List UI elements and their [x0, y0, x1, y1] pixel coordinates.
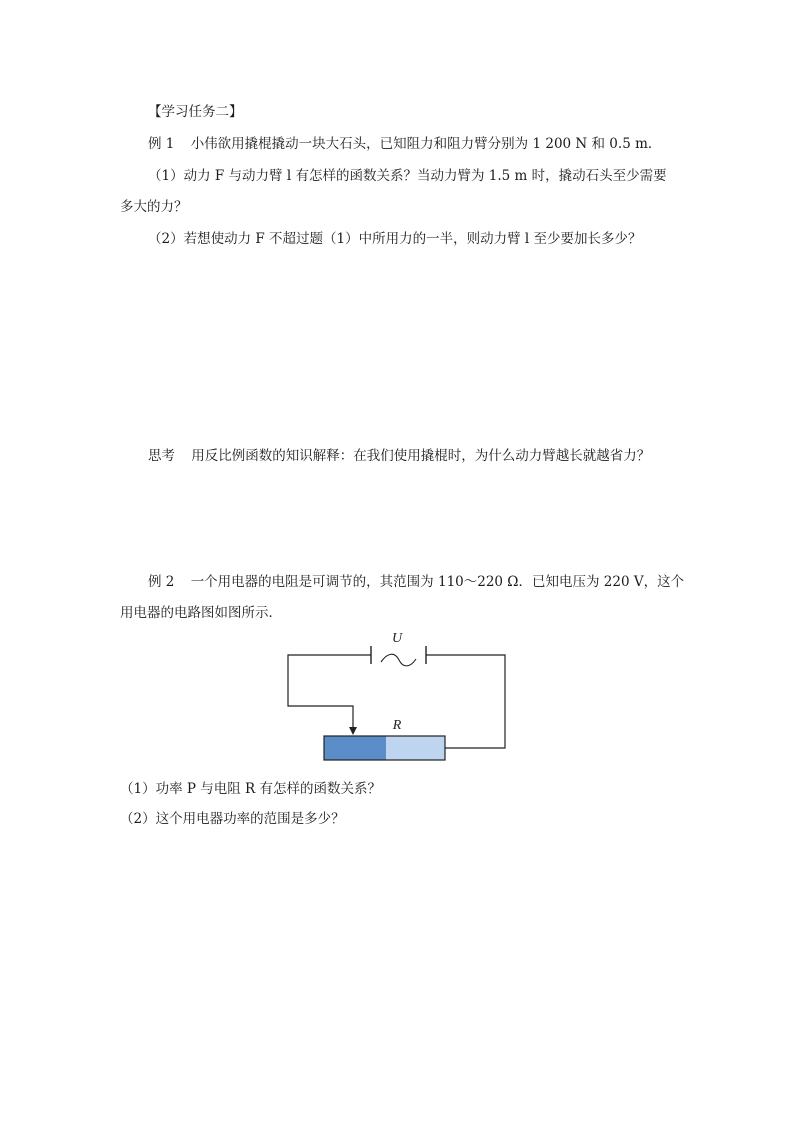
think-text: 用反比例函数的知识解释：在我们使用撬棍时，为什么动力臂越长就越省力？ [191, 448, 651, 464]
example1-q2: （2）若想使动力 F 不超过题（1）中所用力的一半，则动力臂 l 至少要加长多少？ [148, 231, 642, 247]
example1-label: 例 1 [148, 136, 175, 152]
think-label: 思考 [148, 448, 175, 464]
right-wire [426, 655, 505, 748]
resistor-dark-segment [324, 736, 386, 760]
left-wire [288, 655, 371, 728]
section-title: 【学习任务二】 [148, 104, 243, 120]
example2-q1: （1）功率 P 与电阻 R 有怎样的函数关系？ [120, 781, 382, 797]
resistor-label: R [392, 718, 402, 733]
example2-q2: （2）这个用电器功率的范围是多少？ [120, 811, 345, 827]
ac-wave-icon [381, 654, 416, 666]
example1-text: 小伟欲用撬棍撬动一块大石头，已知阻力和阻力臂分别为 1 200 N 和 0.5 m． [190, 136, 662, 152]
slider-arrow [349, 727, 357, 735]
voltage-label: U [391, 631, 403, 646]
example2-label: 例 2 [148, 574, 175, 590]
resistor-light-segment [386, 736, 445, 760]
example1-q1-line1: （1）动力 F 与动力臂 l 有怎样的函数关系？当动力臂为 1.5 m 时，撬动石头至少需要 [148, 168, 667, 184]
example1-q1-line2: 多大的力？ [120, 199, 188, 215]
example2-text-line2: 用电器的电路图如图所示． [120, 605, 282, 621]
example2-text-line1: 一个用电器的电阻是可调节的，其范围为 110～220 Ω．已知电压为 220 V，这个 [190, 574, 685, 590]
